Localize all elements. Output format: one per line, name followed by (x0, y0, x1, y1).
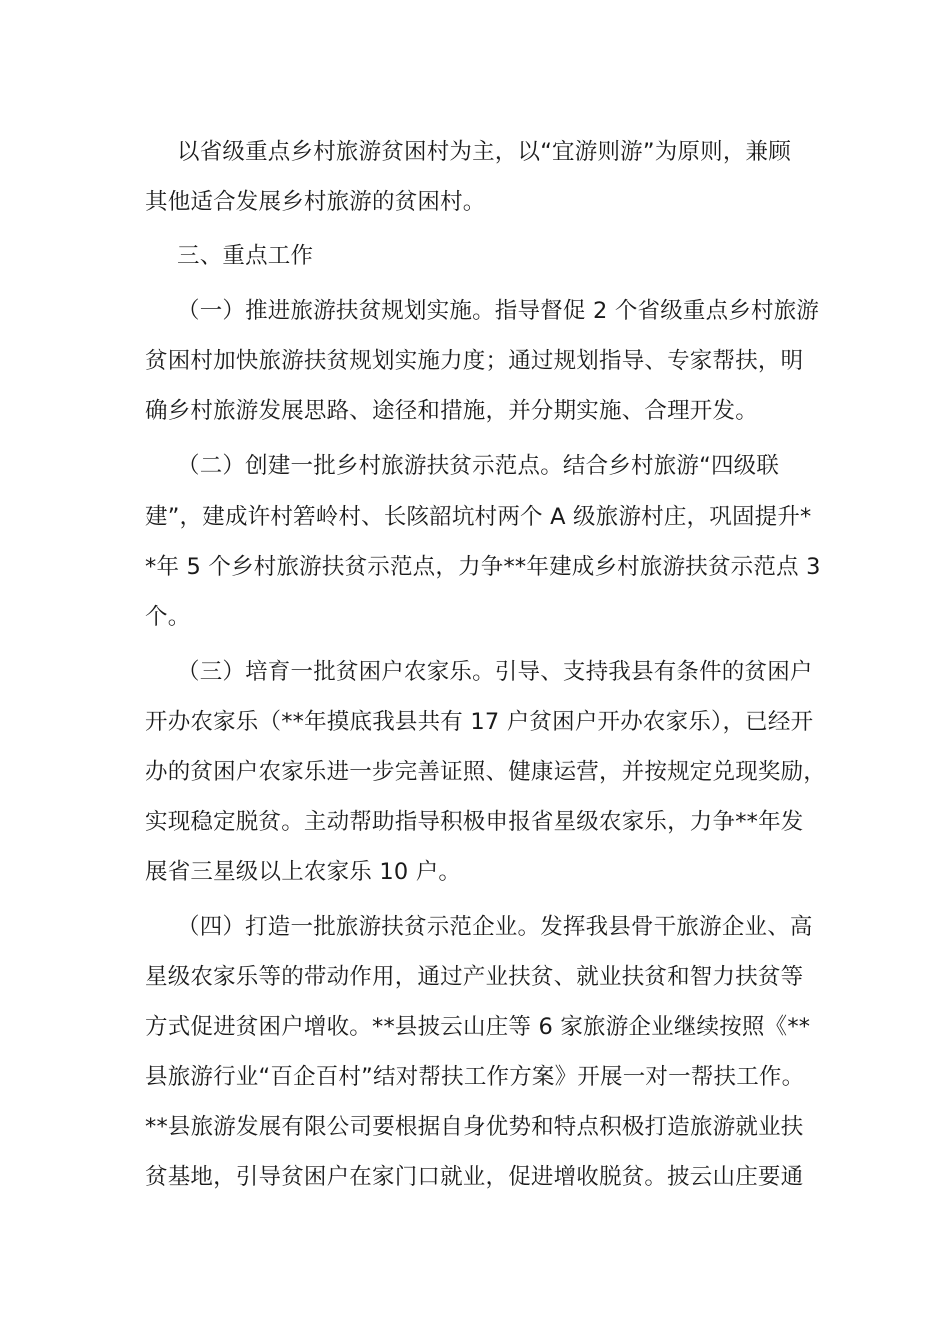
text-line: 其他适合发展乡村旅游的贫困村。 (145, 189, 486, 215)
text-line: 贫基地，引导贫困户在家门口就业，促进增收脱贫。披云山庄要通 (145, 1164, 804, 1190)
text-line: （四）打造一批旅游扶贫示范企业。发挥我县骨干旅游企业、高 (177, 914, 813, 940)
text-line: 建”，建成许村箬岭村、长陔韶坑村两个 A 级旅游村庄，巩固提升* (145, 504, 812, 530)
text-line: （三）培育一批贫困户农家乐。引导、支持我县有条件的贫困户 (177, 659, 813, 685)
text-line: （一）推进旅游扶贫规划实施。指导督促 2 个省级重点乡村旅游 (177, 298, 820, 324)
text-line: 贫困村加快旅游扶贫规划实施力度；通过规划指导、专家帮扶，明 (145, 348, 804, 374)
text-line: *年 5 个乡村旅游扶贫示范点，力争**年建成乡村旅游扶贫示范点 3 (145, 554, 821, 580)
text-line: （二）创建一批乡村旅游扶贫示范点。结合乡村旅游“四级联 (177, 453, 780, 479)
text-line: 县旅游行业“百企百村”结对帮扶工作方案》开展一对一帮扶工作。 (145, 1064, 805, 1090)
text-line: 确乡村旅游发展思路、途径和措施，并分期实施、合理开发。 (145, 398, 758, 424)
text-line: 展省三星级以上农家乐 10 户。 (145, 859, 462, 885)
text-line: **县旅游发展有限公司要根据自身优势和特点积极打造旅游就业扶 (145, 1114, 804, 1140)
text-line: 以省级重点乡村旅游贫困村为主，以“宜游则游”为原则，兼顾 (177, 139, 791, 165)
text-line: 实现稳定脱贫。主动帮助指导积极申报省星级农家乐，力争**年发 (145, 809, 804, 835)
text-line: 星级农家乐等的带动作用，通过产业扶贫、就业扶贫和智力扶贫等 (145, 964, 804, 990)
section-heading: 三、重点工作 (177, 243, 314, 269)
text-line: 方式促进贫困户增收。**县披云山庄等 6 家旅游企业继续按照《** (145, 1014, 811, 1040)
text-line: 开办农家乐（**年摸底我县共有 17 户贫困户开办农家乐），已经开 (145, 709, 814, 735)
text-line: 个。 (145, 604, 191, 630)
text-line: 办的贫困户农家乐进一步完善证照、健康运营，并按规定兑现奖励， (145, 759, 827, 785)
